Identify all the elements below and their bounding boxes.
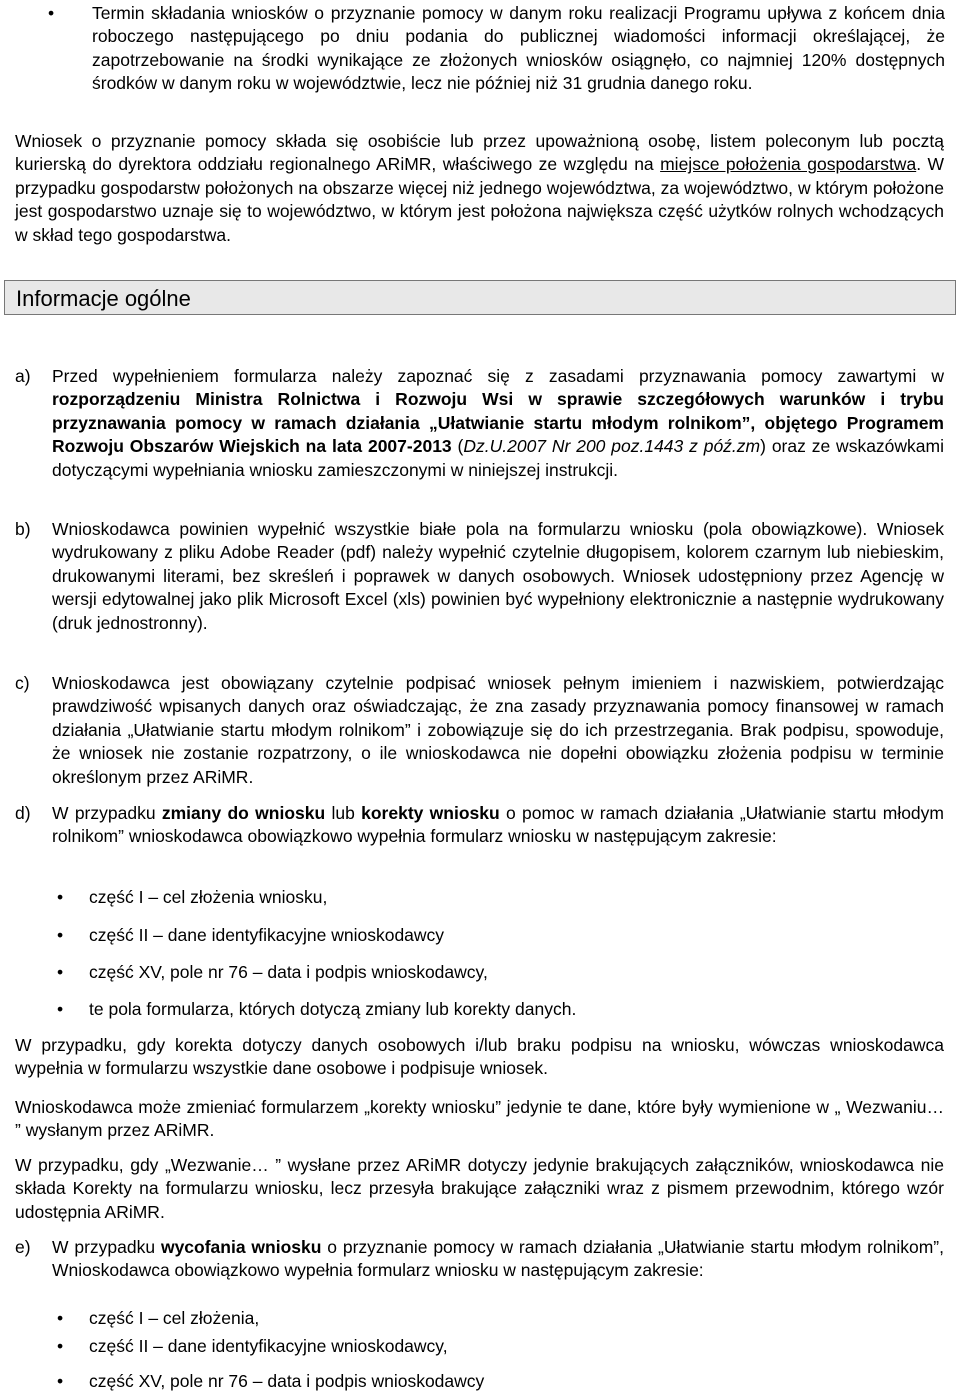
paragraph-correction-scope: Wnioskodawca może zmieniać formularzem „korekty wniosku” jedynie te dane, które były wymienione w „ Wezwaniu… ” wysłanym przez ARiMR. (15, 1097, 944, 1141)
bullet-marker: • (57, 962, 64, 982)
item-e-bullet: część XV, pole nr 76 – data i podpis wnioskodawcy (89, 1371, 485, 1391)
item-a-text (52, 365, 944, 482)
item-d-bullet: część XV, pole nr 76 – data i podpis wnioskodawcy, (89, 962, 488, 982)
bullet-marker: • (48, 3, 55, 23)
section-heading-box (4, 280, 956, 315)
item-d-t1: W przypadku (52, 803, 162, 823)
item-e-t1: W przypadku (52, 1237, 161, 1257)
item-d-bullet: część II – dane identyfikacyjne wnioskodawcy (89, 925, 445, 945)
bullet-marker: • (57, 1371, 64, 1391)
item-b-label: b) (15, 519, 31, 539)
item-d-bullet: część I – cel złożenia wniosku, (89, 887, 328, 907)
item-a-bold: rozporządzeniu Ministra Rolnictwa i Rozwoju Wsi w sprawie szczegółowych warunków i trybu przyznawania pomocy w ramach działania „Ułatwianie startu młodym rolnikom”, objętego Programem Rozwoju Obszarów Wiejskich na lata 2007-2013 (52, 389, 944, 457)
paragraph-submission-underlined: miejsce położenia gospodarstwa (660, 154, 917, 175)
item-d-t2: lub (325, 803, 362, 823)
item-a-italic: Dz.U.2007 Nr 200 poz.1443 z póź.zm (463, 436, 761, 457)
bullet-deadline-text: Termin składania wniosków o przyznanie pomocy w danym roku realizacji Programu upływa z końcem dnia roboczego następującego po dniu podania do publicznej wiadomości informacji określającej, że zapotrzebowanie na środki wynikające ze złożonych wniosków osiągnęło, co najmniej 120% dostępnych środków w danym roku w województwie, lecz nie później niż 31 grudnia danego roku. (92, 3, 945, 94)
item-e-bullet: część I – cel złożenia, (89, 1308, 260, 1328)
section-heading: Informacje ogólne (16, 286, 191, 311)
paragraph-submission-part2: . W przypadku gospodarstw położonych na obszarze więcej niż jednego województwa, za województwo, w którym położone jest gospodarstwo uznaje się to województwo, w którym jest położona największa część użytków rolnych wchodzących w skład tego gospodarstwa. (15, 154, 945, 245)
paragraph-missing-attachments: W przypadku, gdy „Wezwanie… ” wysłane przez ARiMR dotyczy jedynie brakujących załączników, wnioskodawca nie składa Korekty na formularzu wniosku, lecz przesyła brakujące załączniki wraz z pismem przewodnim, którego wzór udostępnia ARiMR. (15, 1155, 944, 1222)
bullet-marker: • (57, 999, 64, 1019)
item-a-t2: ( (451, 436, 464, 457)
paragraph-submission-part1: Wniosek o przyznanie pomocy składa się osobiście lub przez upoważnioną osobę, listem poleconym lub pocztą kurierską do dyrektora oddziału regionalnego ARiMR, właściwego ze względu na (15, 131, 944, 175)
item-e-text (52, 1236, 944, 1283)
item-a-t1: Przed wypełnieniem formularza należy zapoznać się z zasadami przyznawania pomocy zawartymi w (52, 366, 944, 386)
item-e-label: e) (15, 1237, 31, 1257)
item-d-bullet: te pola formularza, których dotyczą zmiany lub korekty danych. (89, 999, 577, 1019)
item-d-b2: korekty wniosku (361, 803, 500, 823)
paragraph-submission (15, 130, 944, 247)
item-c-label: c) (15, 673, 30, 693)
bullet-marker: • (57, 1308, 64, 1328)
item-d-t3: o pomoc w ramach działania „Ułatwianie startu młodym rolnikom” wnioskodawca obowiązkowo wypełnia formularz wniosku w następującym zakresie: (52, 803, 944, 847)
item-e-bullet: część II – dane identyfikacyjne wnioskodawcy, (89, 1336, 448, 1356)
item-d-b1: zmiany do wniosku (161, 803, 326, 823)
item-a-label: a) (15, 366, 31, 386)
item-c-text: Wnioskodawca jest obowiązany czytelnie podpisać wniosek pełnym imieniem i nazwiskiem, potwierdzając prawdziwość wpisanych danych oraz oświadczając, że zna zasady przyznawania pomocy finansowej w ramach działania „Ułatwianie startu młodym rolnikom” i zobowiązuje się do ich przestrzegania. Brak podpisu, spowoduje, że wniosek nie zostanie rozpatrzony, o ile wnioskodawca nie dopełni obowiązku złożenia podpisu w terminie określonym przez ARiMR. (52, 673, 944, 787)
item-e-t2: o przyznanie pomocy w ramach działania „Ułatwianie startu młodym rolnikom”, Wnioskodawca obowiązkowo wypełnia formularz wniosku w następującym zakresie: (52, 1237, 944, 1281)
item-b-text: Wnioskodawca powinien wypełnić wszystkie białe pola na formularzu wniosku (pola obowiązkowe). Wniosek wydrukowany z pliku Adobe Reader (pdf) należy wypełnić czytelnie długopisem, kolorem czarnym lub niebieskim, drukowanymi literami, bez skreśleń i poprawek w danych osobowych. Wniosek udostępniony przez Agencję w wersji edytowalnej jako plik Microsoft Excel (xls) powinien być wypełniony elektronicznie a następnie wydrukowany (druk jednostronny). (52, 519, 944, 633)
paragraph-correction-personal: W przypadku, gdy korekta dotyczy danych osobowych i/lub braku podpisu na wniosku, wówczas wnioskodawca wypełnia w formularzu wszystkie dane osobowe i podpisuje wniosek. (15, 1035, 944, 1079)
bullet-marker: • (57, 887, 64, 907)
bullet-marker: • (57, 1336, 64, 1356)
bullet-marker: • (57, 925, 64, 945)
item-e-b1: wycofania wniosku (160, 1237, 322, 1257)
item-d-label: d) (15, 803, 31, 823)
item-a-t3: ) oraz ze wskazówkami dotyczącymi wypełniania wniosku zamieszczonymi w niniejszej instrukcji. (52, 436, 944, 480)
item-d-text (52, 802, 944, 849)
